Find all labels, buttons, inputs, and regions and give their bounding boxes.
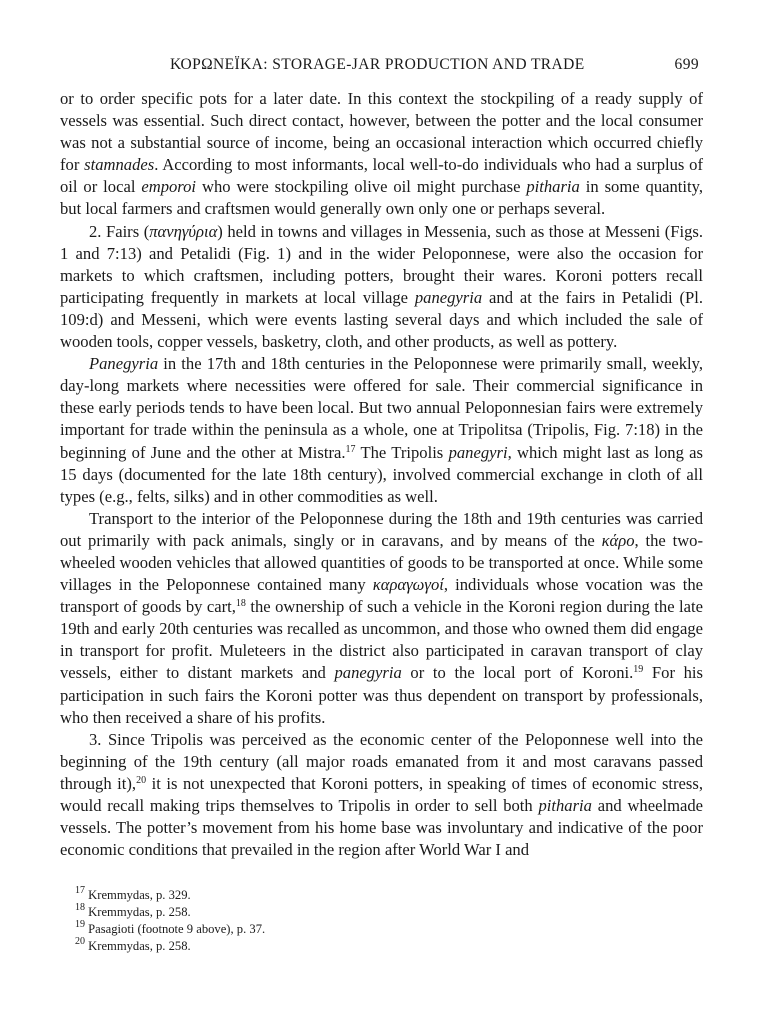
text-run: the ownership of such a vehicle in the Koroni region during the late 19th and early 20th centuries was recalled as uncommon, and those who owned them did engage in transport for profit. Muleteers in the district also participated in caravan transport of clay vessels, either to distant markets and [60,597,703,683]
text-run: . According to most informants, local well-to-do individuals who had a surplus of oil or local [60,155,704,197]
footnote-ref: 20 [136,774,147,786]
text-run: it is not unexpected that Koroni potters, in speaking of times of economic stress, would recall making trips themselves to Tripolis in order to sell both [60,773,703,815]
footnote [75,904,695,921]
footnote-number: 17 [75,885,85,896]
text-run: 3. Since Tripolis was perceived as the economic center of the Peloponnese well into the beginning of the 19th century (all major roads emanated from it and most caravans passed through it), [60,729,703,793]
paragraph [60,88,703,221]
text-run: in the 17th and 18th centuries in the Peloponnese were primarily small, weekly, day-long markets where necessities were offered for sale. Their commercial significance in these early periods tends to have been local. But two annual Peloponnesian fairs were extremely important for trade within the peninsula as a whole, one at Tripolitsa (Tripolis, Fig. 7:18) in the beginning of June and the other at Mistra. [60,354,703,462]
page-number: 699 [674,56,699,73]
footnote [75,921,695,938]
text-run: , individuals whose vocation was the transport of goods by cart, [60,575,703,617]
paragraph [60,508,703,729]
italic-text: πανηγύρια [149,221,218,241]
text-run: , which might last as long as 15 days (documented for the late 18th century), involved commercial exchange in cloth of all types (e.g., felts, silks) and in other commodities as well. [60,442,704,506]
italic-text: panegyria [334,663,402,683]
text-run: Transport to the interior of the Peloponnese during the 18th and 19th centuries was carried out primarily with pack animals, singly or in caravans, and by means of the [60,508,703,550]
text-run: The Tripolis [355,442,449,462]
footnote-text: Pasagioti (footnote 9 above), p. 37. [88,922,266,936]
running-title: ΚΟΡΩΝΕΪΚΑ: STORAGE-JAR PRODUCTION AND TRADE [170,56,585,73]
italic-text: stamnades [84,155,155,175]
italic-text: καραγωγοί [372,575,444,595]
text-run: ) held in towns and villages in Messenia, such as those at Messeni (Figs. 1 and 7:13) and Petalidi (Fig. 1) and in the wider Peloponnese, were also the occasion for markets to which craftsmen, including potters, brought their wares. Koroni potters recall participating frequently in markets at local village [60,221,703,307]
text-run: 2. Fairs ( [89,221,150,241]
footnote-text: Kremmydas, p. 258. [88,905,191,919]
italic-text: pitharia [526,177,580,197]
footnote-ref: 17 [345,443,356,455]
footnote [75,887,695,904]
italic-text: pitharia [538,796,592,815]
text-run: or to the local port of Koroni. [401,663,634,683]
paragraph [60,221,703,354]
italic-text: emporoi [141,177,197,197]
footnote-ref: 19 [633,664,644,676]
footnote-number: 19 [75,919,85,930]
italic-text: Panegyria [89,354,159,374]
text-run: and wheelmade vessels. The potter’s movement from his home base was involuntary and indicative of the poor economic conditions that prevailed in the region after World War I and [60,796,703,860]
footnote-text: Kremmydas, p. 329. [88,888,191,902]
italic-text: panegyria [414,287,483,307]
text-run: For his participation in such fairs the Koroni potter was thus dependent on transport by professionals, who then received a share of his profits. [60,663,703,727]
running-header [60,56,703,78]
text-run: and at the fairs in Petalidi (Pl. 109:d) and Messeni, which were events lasting several days and which included the sale of wooden tools, copper vessels, basketry, cloth, and other products, as well as pottery. [60,287,703,352]
footnote [75,938,695,955]
text-run: or to order specific pots for a later date. In this context the stockpiling of a ready supply of vessels was essential. Such direct contact, however, between the potter and the local consumer was not a substantial source of income, being an occasional interaction which occurred chiefly for [60,89,703,175]
paragraph [60,729,703,862]
italic-text: κάρο [601,530,635,550]
text-run: in some quantity, but local farmers and craftsmen would generally own only one or perhaps several. [60,177,703,219]
text-run: , the two-wheeled wooden vehicles that allowed quantities of goods to be transported at once. While some villages in the Peloponnese contained many [60,530,703,595]
paragraph [60,353,703,508]
text-run: who were stockpiling olive oil might purchase [196,177,527,197]
footnote-text: Kremmydas, p. 258. [88,939,191,953]
body-text [60,88,703,861]
italic-text: panegyri [448,442,508,462]
footnotes [75,887,695,955]
footnote-ref: 18 [235,598,246,610]
footnote-number: 20 [75,936,85,947]
footnote-number: 18 [75,902,85,913]
